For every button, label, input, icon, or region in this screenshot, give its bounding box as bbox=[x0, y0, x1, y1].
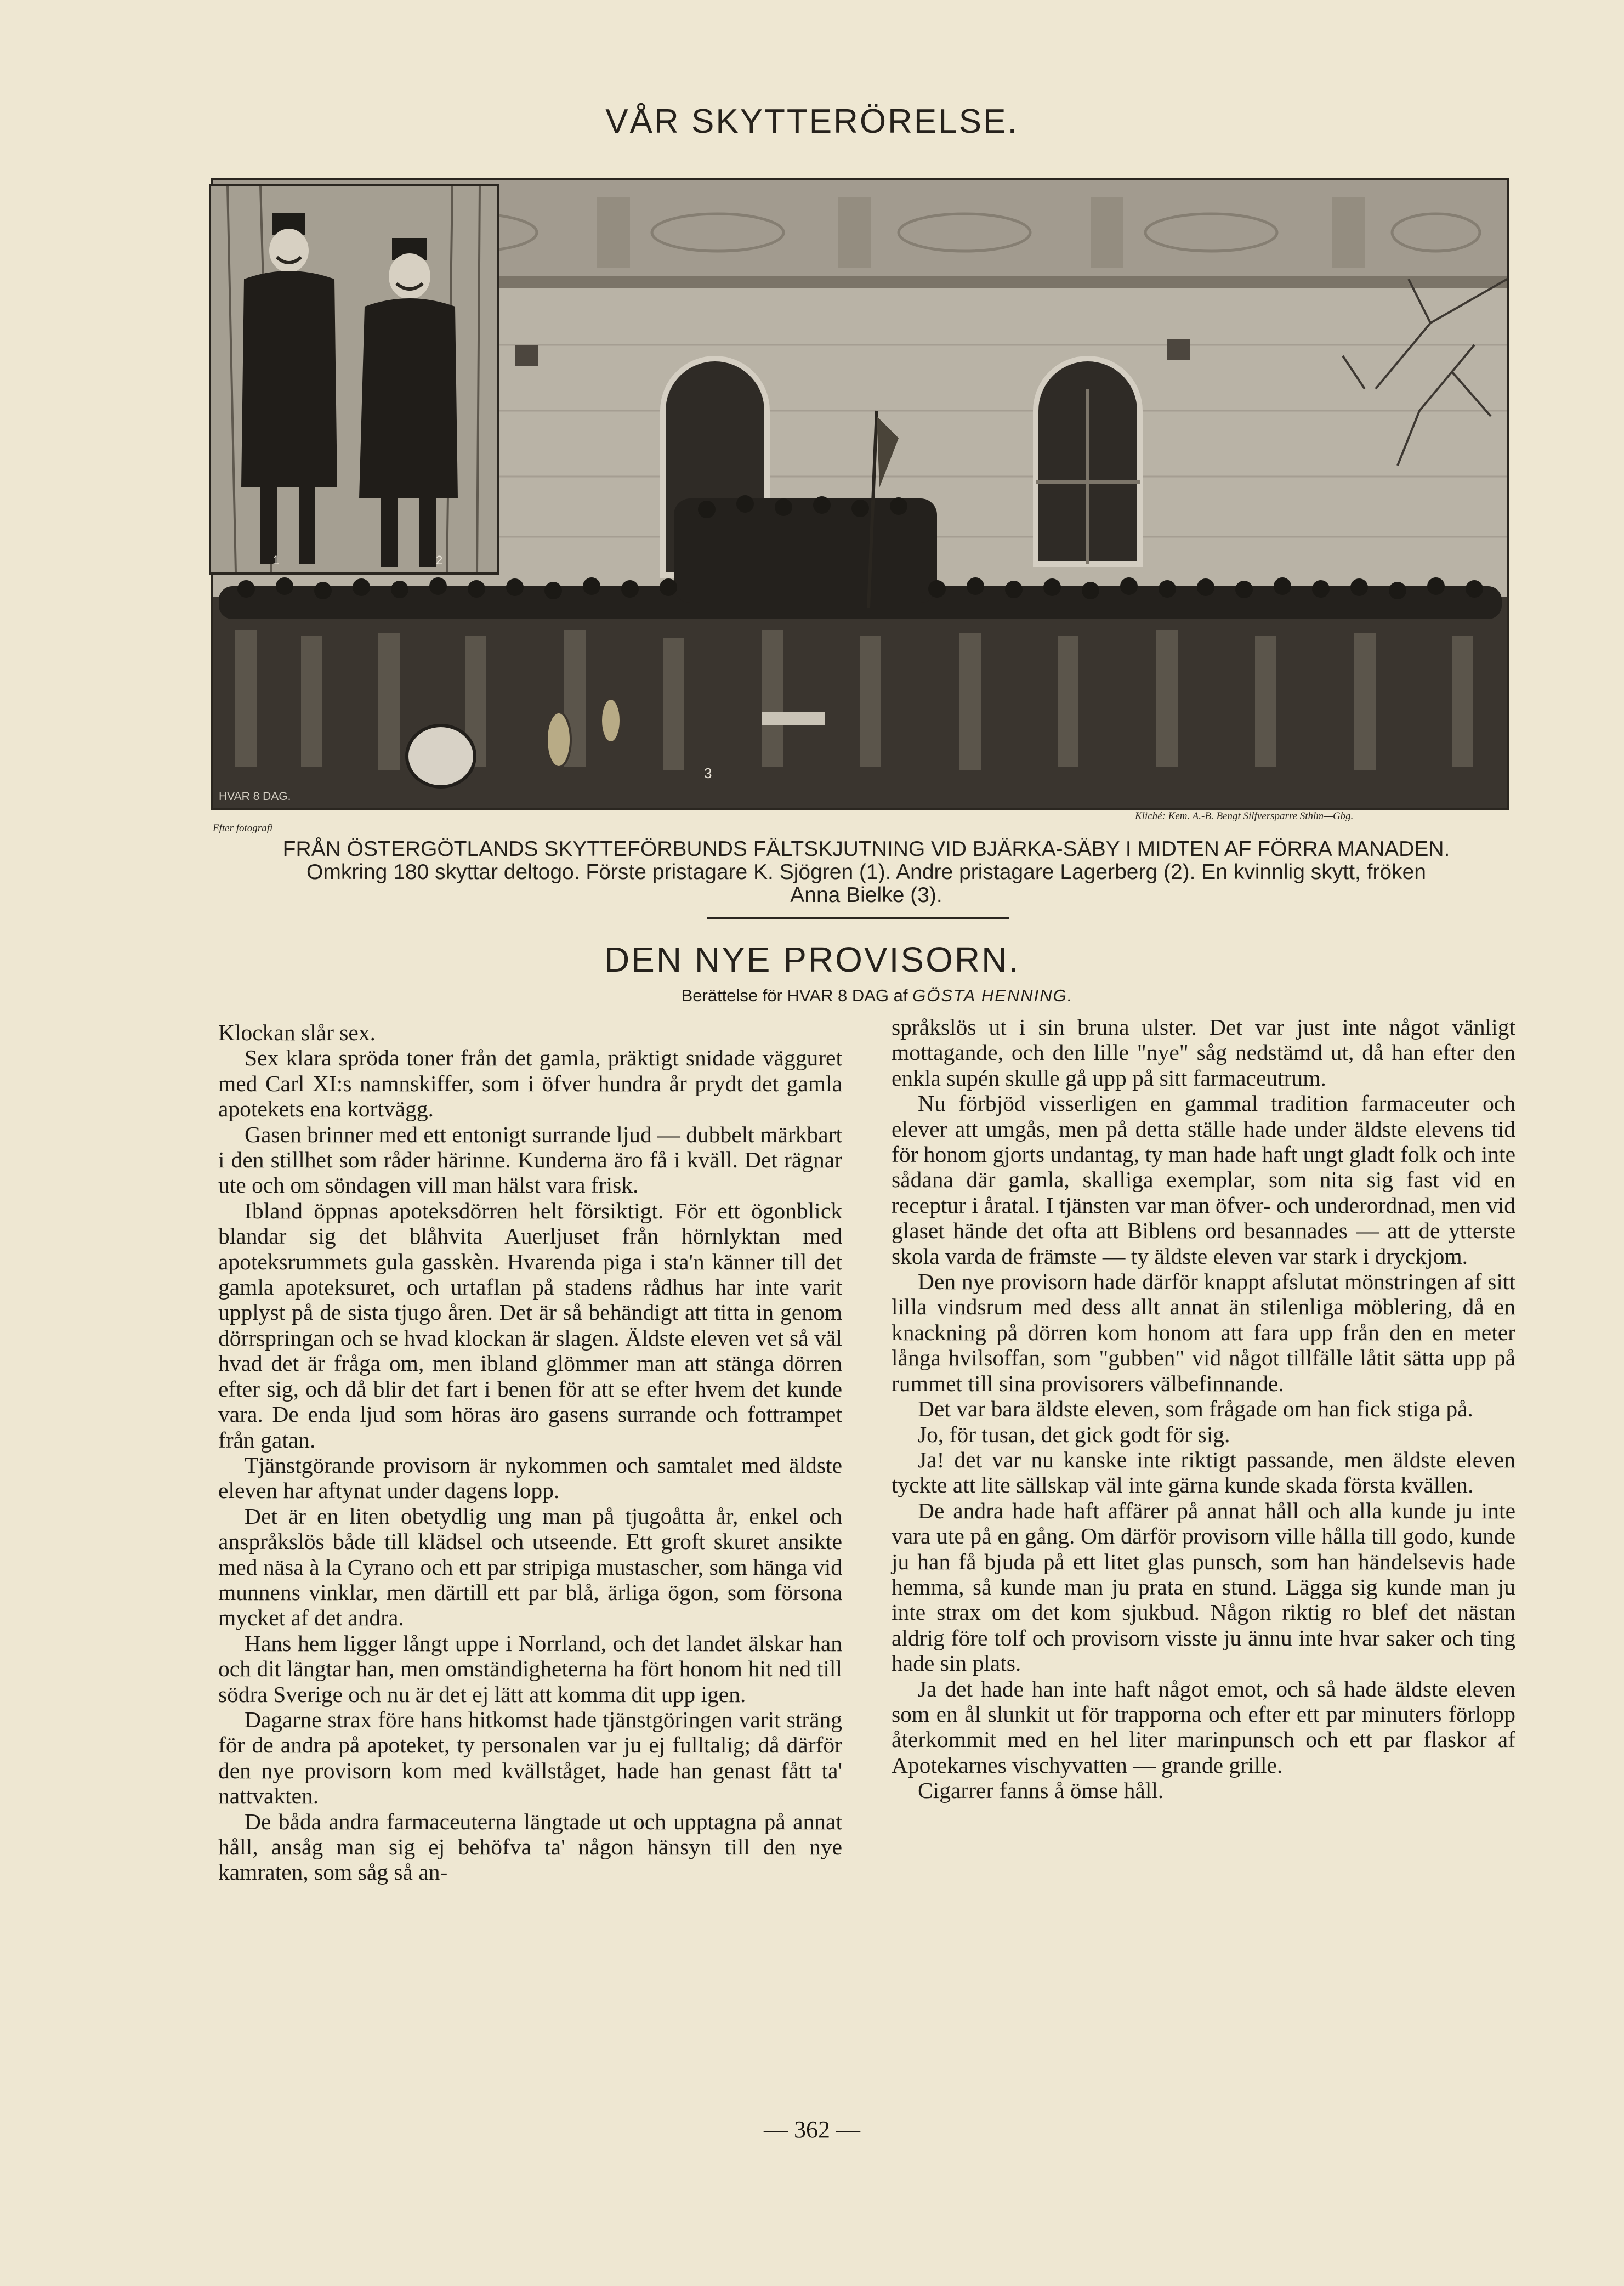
photographer-credit: Efter fotografi bbox=[213, 822, 273, 834]
page-number: — 362 — bbox=[764, 2116, 860, 2143]
author-name: GÖSTA HENNING. bbox=[912, 986, 1074, 1005]
paragraph: Dagarne strax före hans hitkomst hade tjänstgöringen varit sträng för de andra på apoteket, ty personalen var ju ej fulltalig; då därför den nye provisorn kom med kvällståget, hade han genast fått ta' nattvakten. bbox=[218, 1706, 842, 1809]
text-column-right bbox=[892, 1014, 1515, 1803]
divider-rule bbox=[707, 917, 1009, 919]
paragraph: Klockan slår sex. bbox=[218, 1020, 376, 1045]
paragraph: Cigarrer fanns å ömse håll. bbox=[918, 1778, 1164, 1803]
inset-portrait-photograph bbox=[209, 184, 499, 575]
inset-marker-2: 2 bbox=[436, 553, 443, 567]
paragraph: Jo, för tusan, det gick godt för sig. bbox=[918, 1421, 1230, 1447]
paragraph: Det var bara äldste eleven, som frågade om han fick stiga på. bbox=[918, 1396, 1473, 1422]
caption-line-3: Anna Bielke (3). bbox=[790, 883, 942, 907]
inset-marker-1: 1 bbox=[272, 553, 280, 567]
paragraph: Hans hem ligger långt uppe i Norrland, och det landet älskar han och dit längtar han, men omständigheterna ha fört honom hit ned till södra Sverige och nu är det ej lätt att komma dit upp igen. bbox=[218, 1630, 842, 1707]
byline-prefix: Berättelse för HVAR 8 DAG af bbox=[681, 986, 908, 1005]
engraver-credit: Kliché: Kem. A.-B. Bengt Silfversparre Sthlm—Gbg. bbox=[1135, 810, 1354, 822]
paragraph: De båda andra farmaceuterna längtade ut och upptagna på annat håll, ansåg man sig ej behöfva ta' någon hänsyn till den nye kamraten, som såg så an- bbox=[218, 1808, 842, 1885]
section-header: VÅR SKYTTERÖRELSE. bbox=[605, 103, 1019, 140]
paragraph: Ibland öppnas apoteksdörren helt försiktigt. För ett ögonblick blandar sig det blåhvita Auerljuset från hörnlyktan med apoteksrummets gula gasskèn. Hvarenda piga i sta'n känner till det gamla apoteksuret, och urtaflan på stadens rådhus har inte varit upplyst på de sista tjugo åren. Det är så behändigt att titta in genom dörrspringan och se hvad klockan är slagen. Äldste eleven vet så väl hvad det är fråga om, men ibland glömmer man att stänga dörren efter sig, och då blir det fart i benen för att se efter hvem det kunde vara. De enda ljud som höras äro gasens surrande och fottrampet från gatan. bbox=[218, 1198, 842, 1453]
inset-portrait-illustration bbox=[211, 186, 497, 572]
paragraph: språkslös ut i sin bruna ulster. Det var just inte något vänligt mottagande, och den lille "nye" såg nedstämd ut, då han efter den enkla supén skulle gå upp på sitt farmaceutrum. bbox=[892, 1014, 1515, 1091]
photo-watermark: HVAR 8 DAG. bbox=[219, 790, 291, 803]
text-column-left bbox=[218, 1020, 842, 1885]
byline bbox=[603, 986, 1151, 1006]
paragraph: Tjänstgörande provisorn är nykommen och samtalet med äldste eleven har aftynat under dagens lopp. bbox=[218, 1452, 842, 1504]
paragraph: Ja! det var nu kanske inte riktigt passande, men äldste eleven tyckte att lite sällskap väl inte gärna kunde skada första kvällen. bbox=[892, 1447, 1515, 1498]
paragraph: De andra hade haft affärer på annat håll och alla kunde ju inte vara ute på en gång. Om därför provisorn ville hålla till godo, kunde ju han få bjuda på ett litet glas punsch, som han händelsevis hade hemma, så kunde man ju prata en stund. Lägga sig kunde man ju inte strax om det kom sjukbud. Någon riktig ro blef det nästan aldrig före tolf och provisorn visste ju ännu inte hvar saker och ting hade sin plats. bbox=[892, 1497, 1515, 1676]
paragraph: Gasen brinner med ett entonigt surrande ljud — dubbelt märkbart i den stillhet som råder härinne. Kunderna äro få i kväll. Det rägnar ute och om söndagen vill man hälst vara frisk. bbox=[218, 1121, 842, 1198]
paragraph: Sex klara spröda toner från det gamla, präktigt snidade vägguret med Carl XI:s namnskiffer, som i öfver hundra år prydt det gamla apotekets ena kortvägg. bbox=[218, 1045, 842, 1122]
group-marker: 3 bbox=[704, 765, 712, 781]
paragraph: Den nye provisorn hade därför knappt afslutat mönstringen af sitt lilla vindsrum med dess allt annat än stilenliga möblering, då en knackning på dörren kom honom att fara upp från den en meter långa hvilsoffan, som "gubben" vid något tillfälle låtit sätta upp på rummet till sina provisorers välbefinnande. bbox=[892, 1269, 1515, 1396]
caption-line-1: FRÅN ÖSTERGÖTLANDS SKYTTEFÖRBUNDS FÄLTSKJUTNING VID BJÄRKA-SÄBY I MIDTEN AF FÖRRA MANADEN. bbox=[282, 837, 1450, 861]
paragraph: Det är en liten obetydlig ung man på tjugoåtta år, enkel och anspråkslös både till klädsel och utseende. Ett groft skuret ansikte med näsa à la Cyrano och ett par stripiga mustascher, som hänga vid munnens vinklar, men därtill ett par blå, ärliga ögon, som försona mycket af det andra. bbox=[218, 1503, 842, 1631]
caption-line-2: Omkring 180 skyttar deltogo. Förste pristagare K. Sjögren (1). Andre pristagare Lagerberg (2). En kvinnlig skytt, fröken bbox=[306, 860, 1426, 884]
story-title: DEN NYE PROVISORN. bbox=[604, 940, 1020, 979]
photo-caption bbox=[203, 838, 1530, 907]
paragraph: Nu förbjöd visserligen en gammal tradition farmaceuter och elever att umgås, men på detta ställe hade under äldste elevens tid för honom gjorts undantag, ty man hade haft ungt gladt folk och inte sådana där gamla, skalliga exemplar, som nita sig fast vid en receptur i åratal. I tjänsten var man öfver- och underordnad, men vid glaset hände det ofta att Biblens ord besannades — att de ytterste skola varda de främste — ty äldste eleven var stark i dryckjom. bbox=[892, 1091, 1515, 1269]
paragraph: Ja det hade han inte haft något emot, och så hade äldste eleven som en ål slunkit ut för trapporna och efter ett par minuters förlopp återkommit med en hel liter marinpunsch och ett par flaskor af Apotekarnes vischyvatten — grande grille. bbox=[892, 1676, 1515, 1778]
